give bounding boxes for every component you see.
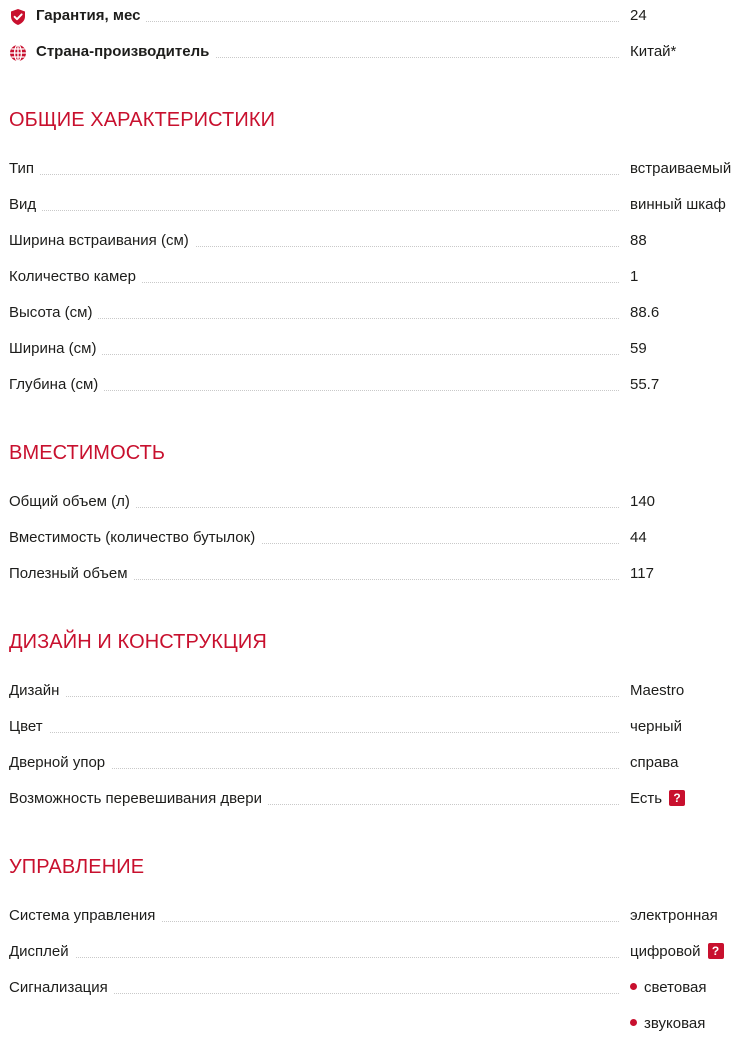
help-question-icon[interactable]: ? (669, 790, 685, 806)
spec-row (9, 941, 737, 965)
spec-row (9, 788, 737, 812)
spec-value: справа (630, 754, 679, 771)
spec-label: Дисплей (9, 941, 75, 963)
spec-value: 117 (630, 565, 654, 582)
spec-row (9, 194, 737, 218)
spec-row (9, 680, 737, 704)
spec-label: Дизайн (9, 680, 65, 702)
spec-value: электронная (630, 907, 718, 924)
spec-label: Высота (см) (9, 302, 98, 324)
spec-row (9, 752, 737, 776)
spec-label: Общий объем (л) (9, 491, 136, 513)
spec-label: Цвет (9, 716, 49, 738)
spec-row (9, 266, 737, 290)
spec-label: Возможность перевешивания двери (9, 788, 268, 810)
spec-value: Китай* (630, 43, 677, 60)
spec-value: Maestro (630, 682, 685, 699)
spec-value: Есть (630, 790, 663, 807)
spec-label: Дверной упор (9, 752, 111, 774)
spec-value: 1 (630, 268, 639, 285)
spec-row (9, 491, 737, 515)
spec-label: Гарантия, мес (9, 5, 146, 27)
spec-label: Страна-производитель (9, 41, 215, 63)
spec-value: 55.7 (630, 376, 660, 393)
spec-label: Вид (9, 194, 42, 216)
spec-label: Ширина встраивания (см) (9, 230, 195, 252)
spec-value: 44 (630, 529, 647, 546)
dotted-leader (9, 696, 619, 697)
spec-value: световая (644, 979, 707, 996)
bullet-dot-icon (630, 983, 637, 990)
spec-row (9, 905, 737, 929)
spec-row (9, 563, 737, 587)
spec-value-list-item (630, 977, 706, 999)
spec-row (9, 977, 737, 1001)
spec-row-warranty (9, 5, 737, 29)
spec-value: звуковая (644, 1015, 706, 1032)
spec-row (9, 302, 737, 326)
bullet-dot-icon (630, 1019, 637, 1026)
spec-row (9, 338, 737, 362)
spec-value: цифровой (630, 943, 701, 960)
spec-value: черный (630, 718, 682, 735)
spec-value: 24 (630, 7, 647, 24)
spec-row (9, 527, 737, 551)
spec-value: 59 (630, 340, 647, 357)
dotted-leader (9, 957, 619, 958)
spec-row-country (9, 41, 737, 65)
globe-icon (9, 44, 27, 62)
spec-value-with-help (630, 788, 685, 810)
spec-value: 88.6 (630, 304, 660, 321)
spec-label: Количество камер (9, 266, 142, 288)
spec-value-list-item (630, 1013, 705, 1035)
section-title-control: УПРАВЛЕНИЕ (9, 856, 145, 878)
spec-label: Сигнализация (9, 977, 114, 999)
dotted-leader (9, 174, 619, 175)
dotted-leader (9, 732, 619, 733)
section-title-capacity: ВМЕСТИМОСТЬ (9, 442, 166, 464)
spec-row-continuation (9, 1013, 737, 1037)
spec-label: Полезный объем (9, 563, 134, 585)
spec-label: Вместимость (количество бутылок) (9, 527, 261, 549)
spec-value: 140 (630, 493, 656, 510)
shield-check-icon (9, 8, 27, 26)
spec-row (9, 716, 737, 740)
spec-label: Тип (9, 158, 40, 180)
spec-row (9, 230, 737, 254)
spec-label: Система управления (9, 905, 161, 927)
dotted-leader (9, 318, 619, 319)
dotted-leader (9, 210, 619, 211)
section-title-general: ОБЩИЕ ХАРАКТЕРИСТИКИ (9, 109, 276, 131)
help-question-icon[interactable]: ? (708, 943, 724, 959)
spec-value: винный шкаф (630, 196, 726, 213)
section-title-design: ДИЗАЙН И КОНСТРУКЦИЯ (9, 631, 267, 653)
spec-row (9, 374, 737, 398)
spec-value-with-help (630, 941, 724, 963)
spec-label: Глубина (см) (9, 374, 104, 396)
spec-value: встраиваемый (630, 160, 732, 177)
spec-label: Ширина (см) (9, 338, 102, 360)
spec-value: 88 (630, 232, 647, 249)
spec-row (9, 158, 737, 182)
